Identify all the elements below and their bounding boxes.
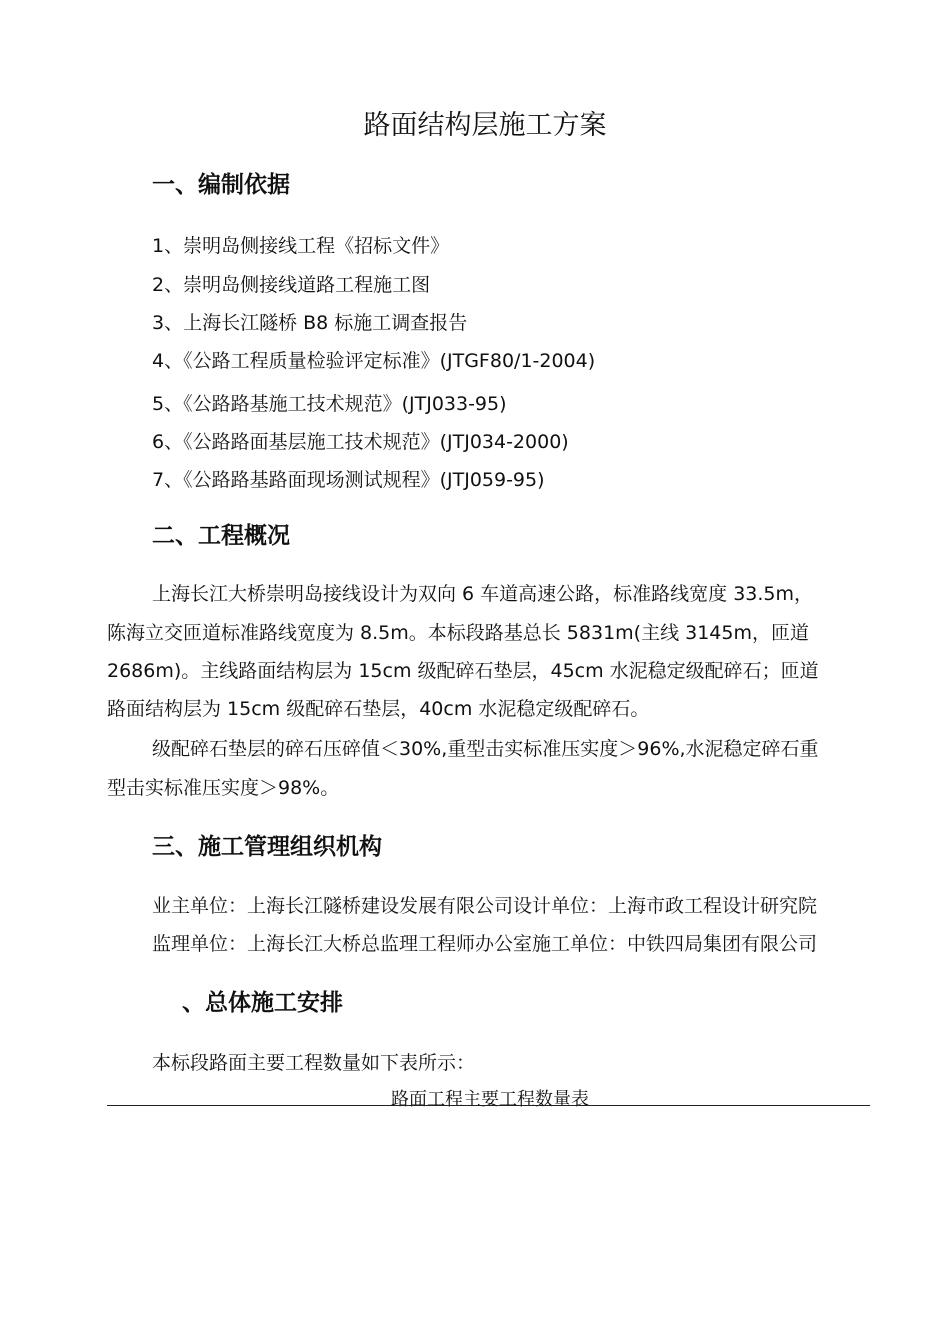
list-item: 6、《公路路面基层施工技术规范》(JTJ034-2000) bbox=[152, 431, 569, 453]
paragraph-line: 2686m)。主线路面结构层为 15cm 级配碎石垫层，45cm 水泥稳定级配碎石；匝道 bbox=[107, 660, 819, 682]
list-item: 5、《公路路基施工技术规范》(JTJ033-95) bbox=[152, 393, 507, 415]
paragraph-line: 型击实标准压实度＞98%。 bbox=[107, 777, 340, 799]
list-item: 3、上海长江隧桥 B8 标施工调查报告 bbox=[152, 312, 468, 334]
list-item: 2、崇明岛侧接线道路工程施工图 bbox=[152, 274, 431, 296]
paragraph-line: 本标段路面主要工程数量如下表所示： bbox=[152, 1052, 476, 1074]
section-heading-basis: 一、编制依据 bbox=[152, 172, 290, 198]
list-item: 7、《公路路基路面现场测试规程》(JTJ059-95) bbox=[152, 469, 545, 491]
paragraph-line: 陈海立交匝道标准路线宽度为 8.5m。本标段路基总长 5831m(主线 3145m，匝道 bbox=[107, 622, 809, 644]
paragraph-line: 路面结构层为 15cm 级配碎石垫层，40cm 水泥稳定级配碎石。 bbox=[107, 698, 650, 720]
table-top-rule bbox=[107, 1105, 870, 1106]
section-heading-organization: 三、施工管理组织机构 bbox=[152, 834, 382, 860]
paragraph-line: 监理单位：上海长江大桥总监理工程师办公室施工单位：中铁四局集团有限公司 bbox=[152, 933, 818, 955]
list-item: 4、《公路工程质量检验评定标准》(JTGF80/1-2004) bbox=[152, 350, 596, 372]
table-caption: 路面工程主要工程数量表 bbox=[391, 1089, 589, 1110]
paragraph-line: 级配碎石垫层的碎石压碎值＜30%,重型击实标准压实度＞96%,水泥稳定碎石重 bbox=[152, 738, 819, 760]
paragraph-line: 业主单位：上海长江隧桥建设发展有限公司设计单位：上海市政工程设计研究院 bbox=[152, 895, 818, 917]
list-item: 1、崇明岛侧接线工程《招标文件》 bbox=[152, 235, 450, 257]
section-heading-overview: 二、工程概况 bbox=[152, 523, 290, 549]
page-title: 路面结构层施工方案 bbox=[363, 110, 607, 141]
section-heading-arrangement: 、总体施工安排 bbox=[182, 990, 343, 1016]
paragraph-line: 上海长江大桥崇明岛接线设计为双向 6 车道高速公路，标准路线宽度 33.5m， bbox=[152, 583, 814, 605]
